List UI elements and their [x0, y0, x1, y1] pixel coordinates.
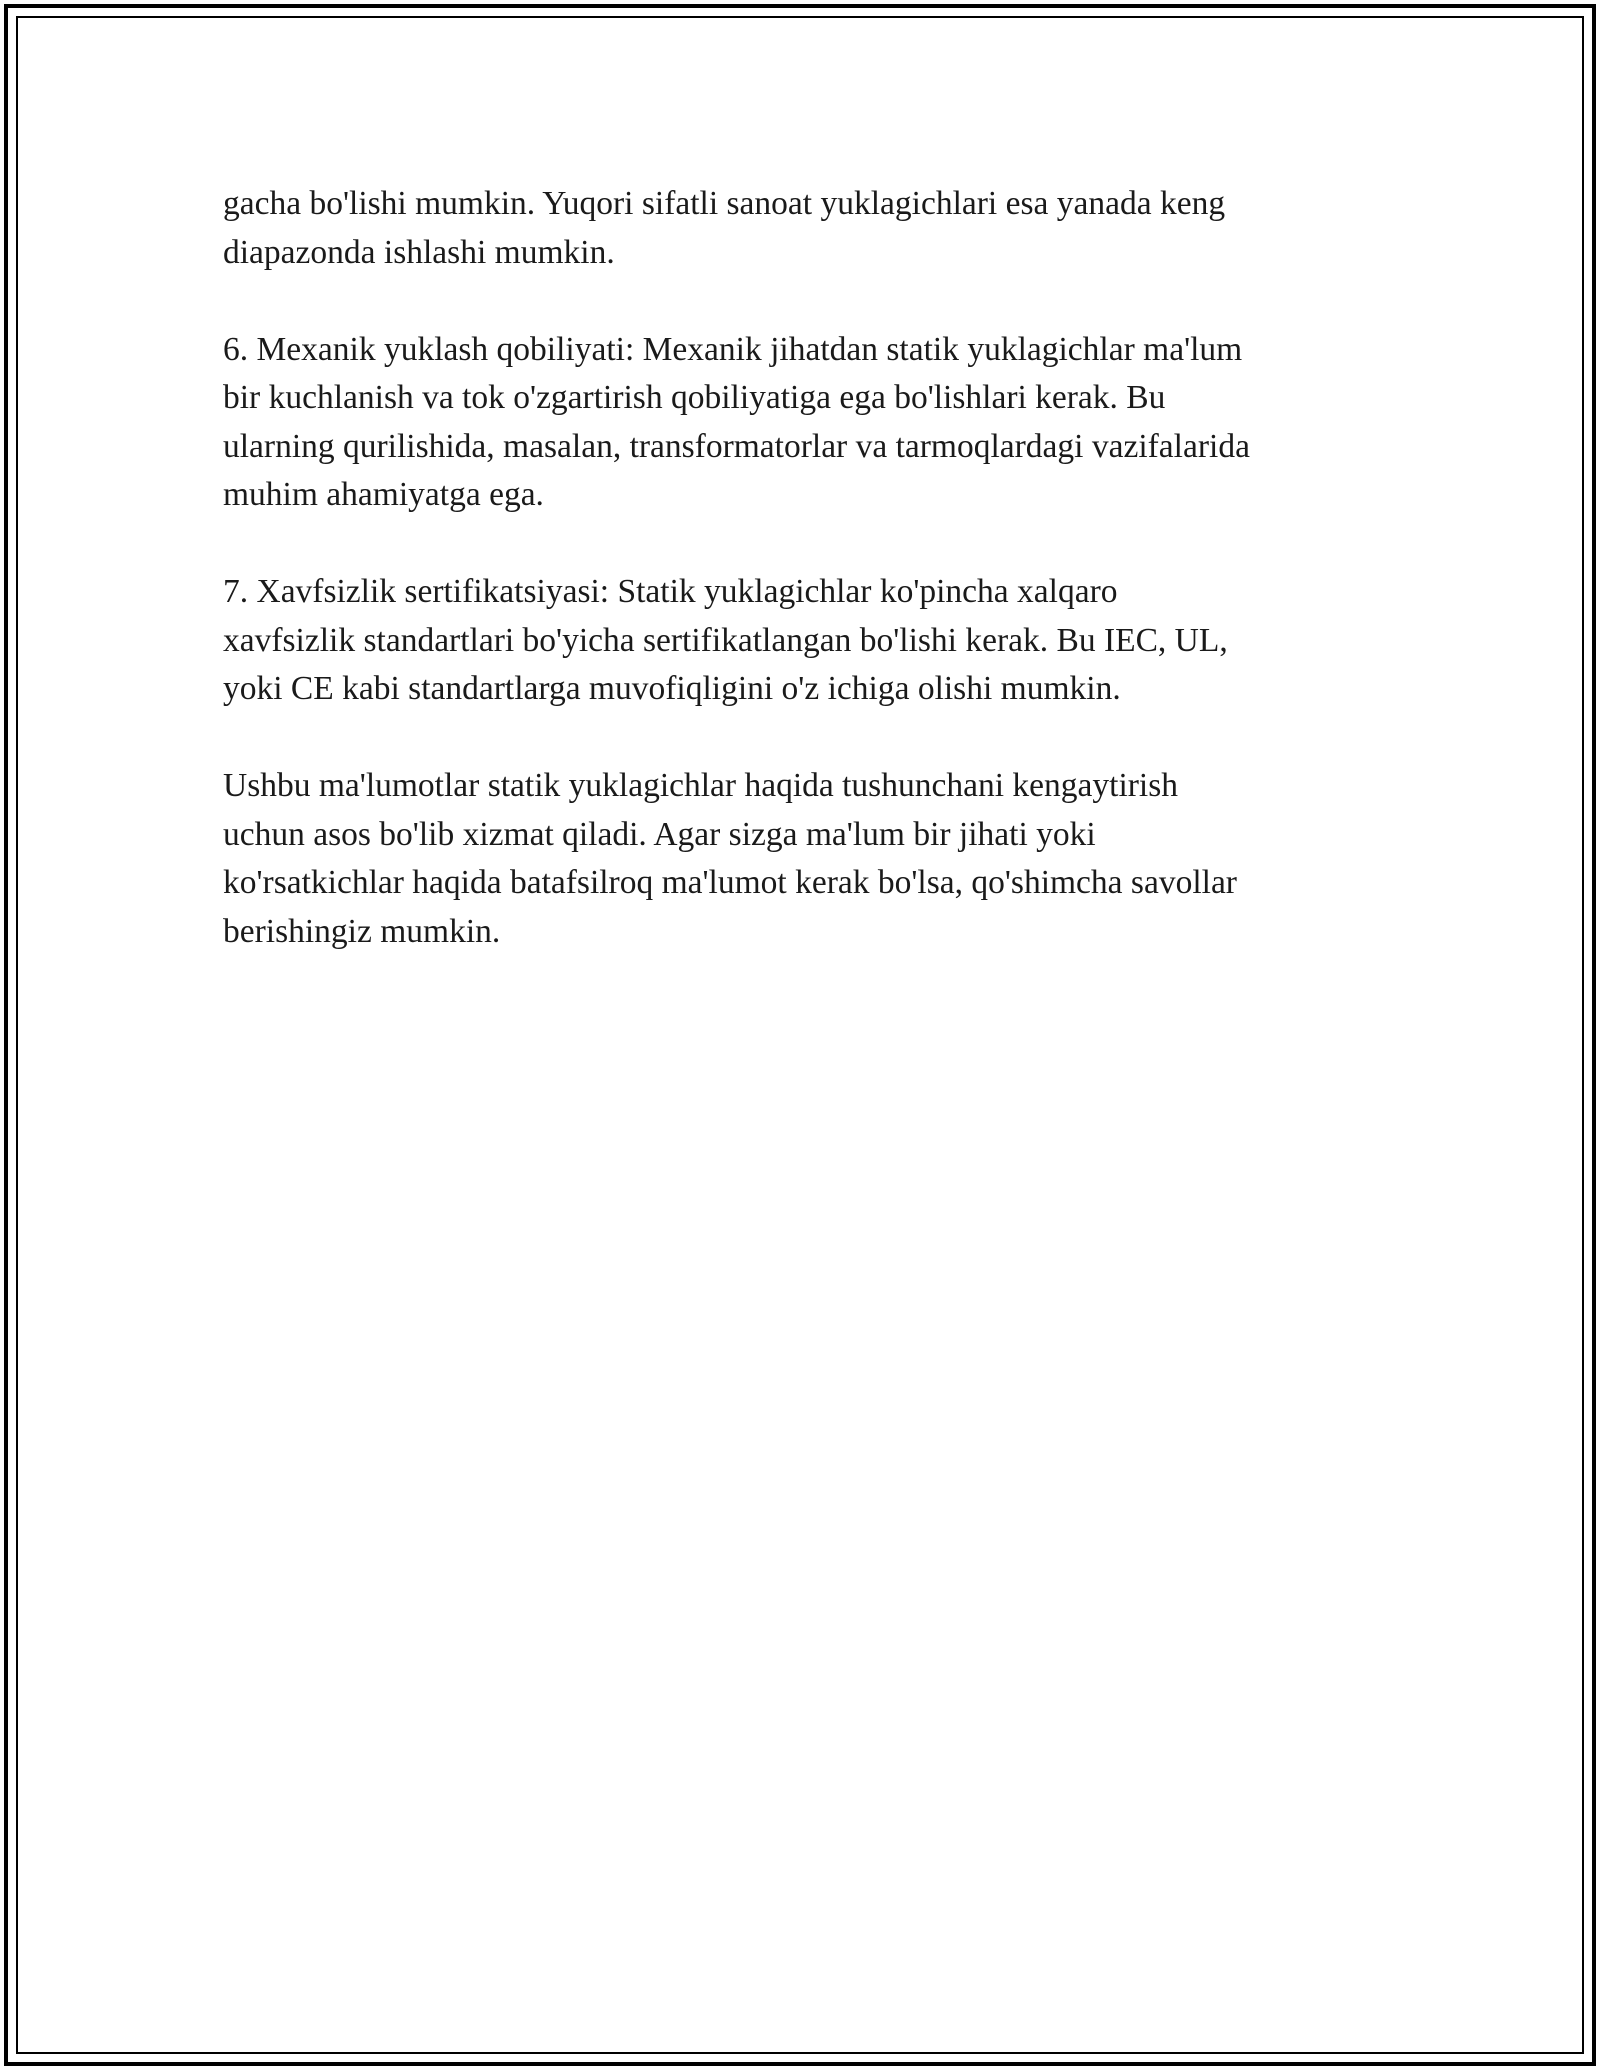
paragraph-line: uchun asos bo'lib xizmat qiladi. Agar sizga ma'lum bir jihati yoki: [223, 815, 1096, 853]
paragraph-line: muhim ahamiyatga ega.: [223, 476, 544, 513]
paragraph-line: xavfsizlik standartlari bo'yicha sertifikatlangan bo'lishi kerak. Bu IEC, UL,: [223, 621, 1228, 659]
paragraph-line: ularning qurilishida, masalan, transformatorlar va tarmoqlardagi vazifalarida: [223, 427, 1250, 465]
paragraph-continuation: [223, 180, 1373, 277]
paragraph-line: 7. Xavfsizlik sertifikatsiyasi: Statik yuklagichlar ko'pincha xalqaro: [223, 573, 1118, 610]
paragraph-conclusion: [223, 762, 1373, 956]
paragraph-line: Ushbu ma'lumotlar statik yuklagichlar haqida tushunchani kengaytirish: [223, 767, 1178, 804]
paragraph-line: 6. Mexanik yuklash qobiliyati: Mexanik jihatdan statik yuklagichlar ma'lum: [223, 330, 1243, 368]
document-body: [223, 180, 1373, 1005]
paragraph-line: ko'rsatkichlar haqida batafsilroq ma'lumot kerak bo'lsa, qo'shimcha savollar: [223, 864, 1237, 901]
paragraph-item-7: [223, 568, 1373, 714]
paragraph-line: bir kuchlanish va tok o'zgartirish qobiliyatiga ega bo'lishlari kerak. Bu: [223, 379, 1166, 416]
paragraph-item-6: [223, 326, 1373, 520]
paragraph-line: yoki CE kabi standartlarga muvofiqligini o'z ichiga olishi mumkin.: [223, 670, 1121, 707]
paragraph-line: diapazonda ishlashi mumkin.: [223, 233, 615, 271]
paragraph-line: gacha bo'lishi mumkin. Yuqori sifatli sanoat yuklagichlari esa yanada keng: [223, 185, 1226, 222]
paragraph-line: berishingiz mumkin.: [223, 912, 501, 950]
